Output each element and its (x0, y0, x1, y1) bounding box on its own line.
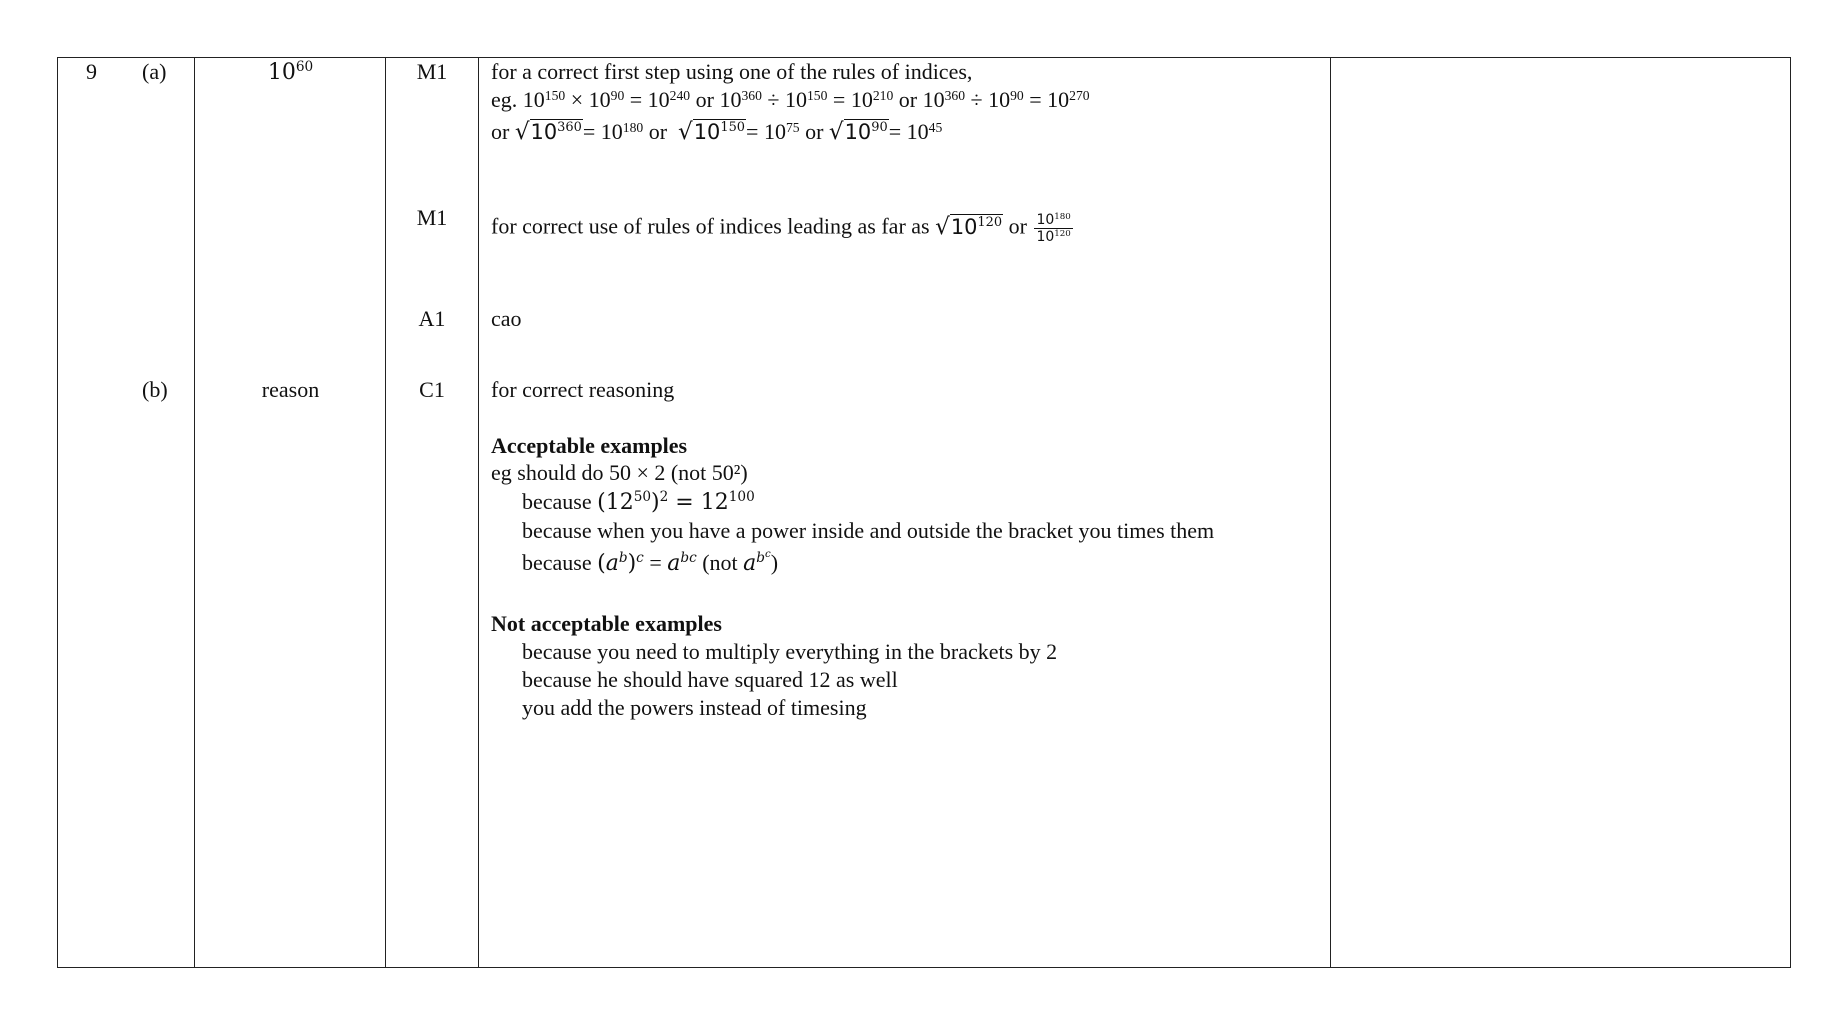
column-divider (194, 57, 195, 968)
not-acceptable-line-1: because you need to multiply everything in the brackets by 2 (522, 639, 1058, 664)
note-root-examples: or $√10^{360}= 10^{180}$ or $√10^{150}= 10^{75}$ or $√10^{90}= 10^{45}$ (491, 119, 943, 145)
mark-scheme-table (57, 57, 1791, 968)
mark-m1-second: M1 (416, 205, 448, 230)
column-divider (385, 57, 386, 968)
acceptable-line-2: because $(12^{50})^2 = 12^{100}$ (522, 488, 755, 515)
note-second-step: for correct use of rules of indices leading as far as $√10^{120}$ or $\frac{10^{180}}{10^{120}}$ (491, 211, 1071, 245)
part-a-label: (a) (142, 59, 167, 84)
question-number: 9 (86, 59, 97, 84)
acceptable-heading: Acceptable examples (491, 433, 688, 458)
mark-c1: C1 (419, 377, 445, 402)
fraction-10-180-over-10-120: $\frac{10^{180}}{10^{120}}$ (1036, 211, 1071, 245)
note-correct-reasoning: for correct reasoning (491, 377, 675, 402)
mark-a1: A1 (418, 306, 446, 331)
answer-b: reason (261, 377, 320, 402)
not-acceptable-heading: Not acceptable examples (491, 611, 722, 636)
part-b-label: (b) (142, 377, 168, 402)
note-first-step-examples: eg. $10^{150} \times 10^{90} = 10^{240}$ or $10^{360} \div 10^{150} = 10^{210}$ or $10^{360} \div 10^{90} = 10^{270}$ (491, 87, 1090, 112)
mark-m1-first: M1 (416, 59, 448, 84)
column-divider (478, 57, 479, 968)
note-first-step: for a correct first step using one of the rules of indices, (491, 59, 973, 84)
acceptable-line-1: eg should do 50 × 2 (not 50²) (491, 460, 748, 485)
acceptable-line-3: because when you have a power inside and outside the bracket you times them (522, 518, 1215, 543)
answer-a: $10^{60}$ (267, 58, 314, 85)
column-divider (1330, 57, 1331, 968)
not-acceptable-line-3: you add the powers instead of timesing (522, 695, 867, 720)
note-cao: cao (491, 306, 522, 331)
acceptable-line-4: because $(a^b)^c = a^{bc}$ (not $a^{b^c}$) (522, 548, 779, 576)
not-acceptable-line-2: because he should have squared 12 as well (522, 667, 898, 692)
